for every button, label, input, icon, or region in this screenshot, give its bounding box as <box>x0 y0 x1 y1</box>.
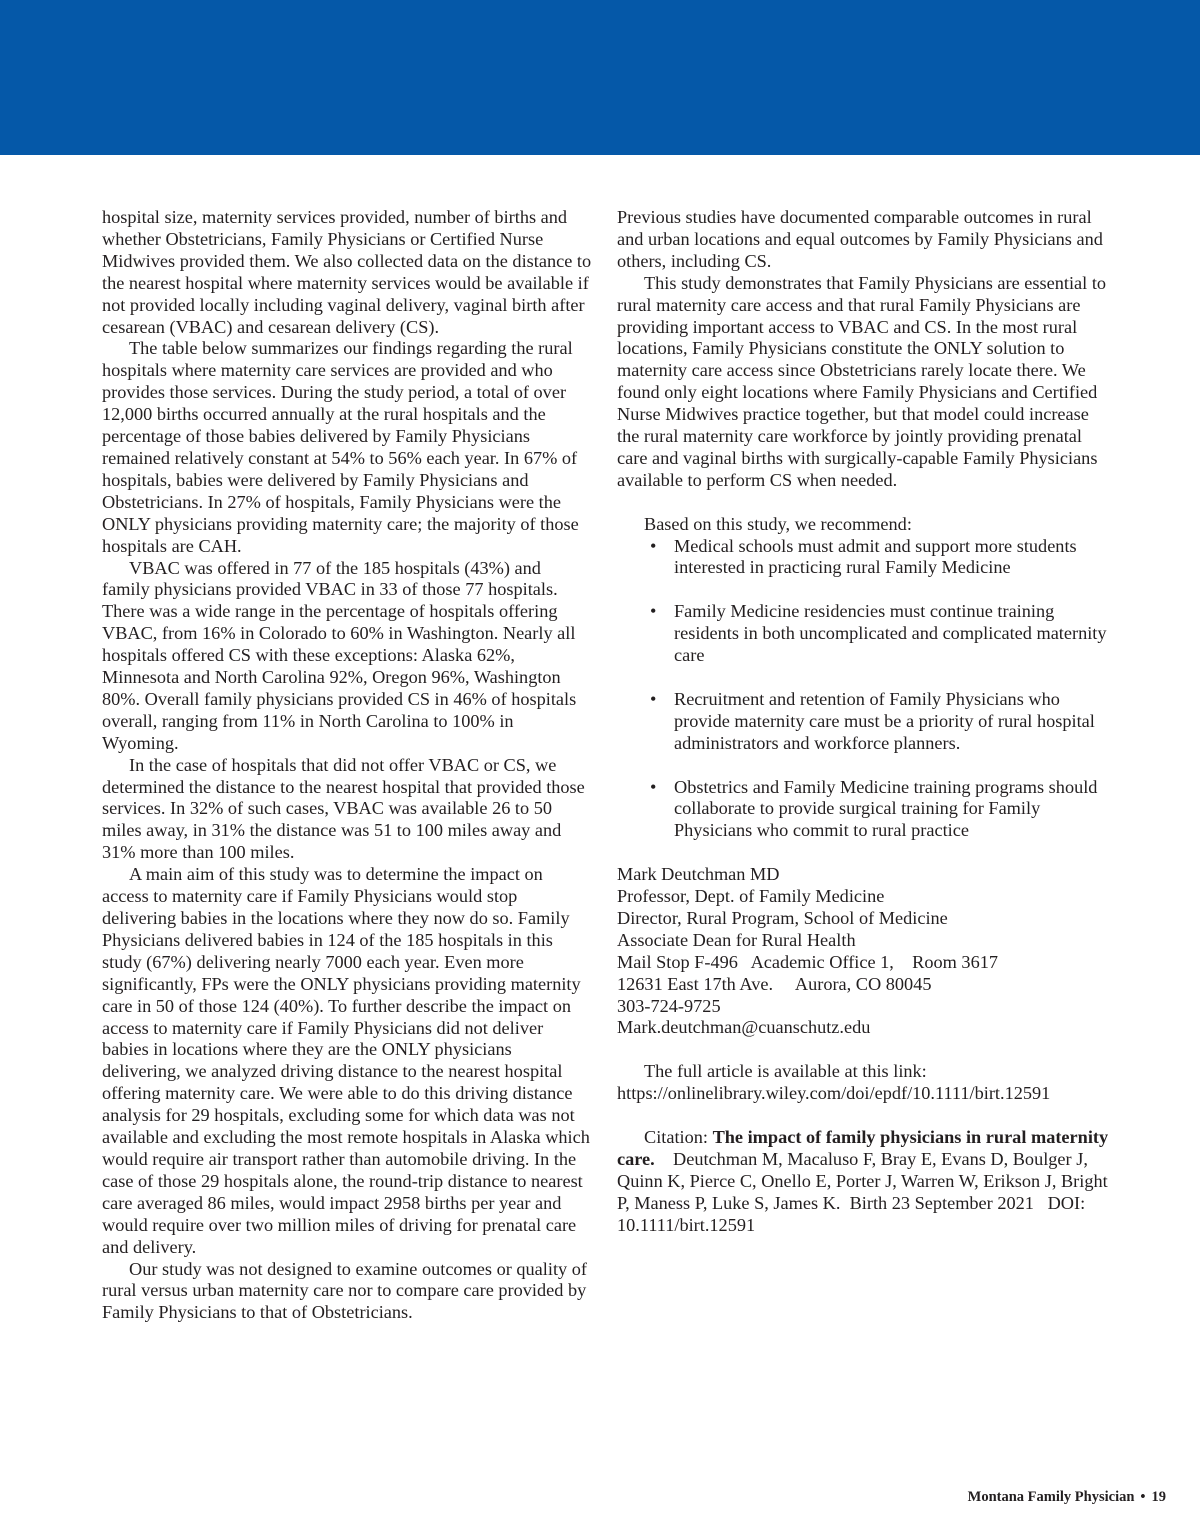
body-paragraph: This study demonstrates that Family Physicians are essential to rural maternity care access and that rural Family Physicians are providing important access to VBAC and CS. In the most rural locations, Family Physicians constitute the ONLY solution to maternity care access since Obstetricians rarely locate there. We found only eight locations where Family Physicians and Certified Nurse Midwives practice together, but that model could increase the rural maternity care workforce by jointly providing prenatal care and vaginal births with surgically-capable Family Physicians available to perform CS when needed. <box>617 272 1107 490</box>
page-footer <box>968 1489 1166 1506</box>
recommend-intro: Based on this study, we recommend: <box>644 513 912 534</box>
signature-line: 303-724-9725 <box>617 995 721 1016</box>
recommendation-item: • Recruitment and retention of Family Physicians who provide maternity care must be a priority of rural hospital administrators and workforce planners. <box>674 689 1109 755</box>
spacer <box>617 1039 1109 1061</box>
body-paragraph: The table below summarizes our findings regarding the rural hospitals where maternity care services are provided and who provides those services. During the study period, a total of over 12,000 births occurred annually at the rural hospitals and the percentage of those babies delivered by Family Physicians remained relatively constant at 54% to 56% each year. In 67% of hospitals, babies were delivered by Family Physicians and Obstetricians. In 27% of hospitals, Family Physicians were the ONLY physicians providing maternity care; the majority of those hospitals are CAH. <box>102 338 579 556</box>
citation <box>617 1126 1113 1237</box>
citation-title: The impact of family physicians in rural maternity care. <box>617 1126 1109 1169</box>
signature-line: Professor, Dept. of Family Medicine <box>617 886 885 907</box>
publication-name: Montana Family Physician <box>967 1489 1135 1505</box>
right-column <box>617 207 1113 1236</box>
signature-line: Mark Deutchman MD <box>617 864 780 885</box>
citation-details: Deutchman M, Macaluso F, Bray E, Evans D, Boulger J, Quinn K, Pierce C, Onello E, Porter J, Warren W, Erikson J, Bright P, Maness P, Luke S, James K. Birth 23 September 2021 DOI: 10.1111/birt.12591 <box>617 1148 1113 1235</box>
body-paragraph: hospital size, maternity services provided, number of births and whether Obstetricians, Family Physicians or Certified Nurse Midwives provided them. We also collected data on the distance to the nearest hospital where maternity services would be available if not provided locally including vaginal delivery, vaginal birth after cesarean (VBAC) and cesarean delivery (CS). <box>102 207 592 337</box>
signature-email: Mark.deutchman@cuanschutz.edu <box>617 1017 871 1038</box>
page-number: 19 <box>1151 1489 1166 1505</box>
body-paragraph: Previous studies have documented comparable outcomes in rural and urban locations and equal outcomes by Family Physicians and others, including CS. <box>617 207 1103 271</box>
signature-line: Director, Rural Program, School of Medicine <box>617 907 948 928</box>
recommendation-item: • Family Medicine residencies must continue training residents in both uncomplicated and complicated maternity care <box>674 601 1109 667</box>
spacer <box>617 1105 1109 1127</box>
body-paragraph: In the case of hospitals that did not offer VBAC or CS, we determined the distance to the nearest hospital that provided those services. In 32% of such cases, VBAC was available 26 to 50 miles away, in 31% the distance was 51 to 100 miles away and 31% more than 100 miles. <box>102 754 585 863</box>
spacer <box>617 492 1109 514</box>
recommendation-list <box>617 536 1109 843</box>
citation-label: Citation: <box>644 1126 713 1147</box>
signature-line: 12631 East 17th Ave. Aurora, CO 80045 <box>617 973 932 994</box>
author-signature <box>617 864 1109 1039</box>
signature-line: Mail Stop F-496 Academic Office 1, Room 3617 <box>617 951 998 972</box>
footer-separator: • <box>1140 1489 1146 1505</box>
recommendation-item: • Medical schools must admit and support more students interested in practicing rural Family Medicine <box>674 536 1109 580</box>
recommendation-item: • Obstetrics and Family Medicine training programs should collaborate to provide surgical training for Family Physicians who commit to rural practice <box>674 777 1109 843</box>
left-column <box>102 207 592 1324</box>
body-paragraph: Our study was not designed to examine outcomes or quality of rural versus urban maternity care nor to compare care provided by Family Physicians to that of Obstetricians. <box>102 1258 587 1323</box>
header-band <box>0 0 1200 155</box>
body-paragraph: A main aim of this study was to determine the impact on access to maternity care if Family Physicians would stop delivering babies in the locations where they now do so. Family Physicians delivered babies in 124 of the 185 hospitals in this study (67%) delivering nearly 7000 each year. Even more significantly, FPs were the ONLY physicians providing maternity care in 50 of those 124 (40%). To further describe the impact on access to maternity care if Family Physicians did not deliver babies in locations where they are the ONLY physicians delivering, we analyzed driving distance to the nearest hospital offering maternity care. We were able to do this driving distance analysis for 29 hospitals, excluding some for which data was not available and excluding the most remote hospitals in Alaska which would require air transport rather than automobile driving. In the case of those 29 hospitals alone, the round-trip distance to nearest care averaged 86 miles, would impact 2958 births per year and would require over two million miles of driving for prenatal care and delivery. <box>102 864 590 1257</box>
article-link-text: The full article is available at this link: https://onlinelibrary.wiley.com/doi/epdf/10.1111/birt.12591 <box>617 1061 1051 1104</box>
signature-line: Associate Dean for Rural Health <box>617 929 856 950</box>
body-paragraph: VBAC was offered in 77 of the 185 hospitals (43%) and family physicians provided VBAC in 33 of those 77 hospitals. There was a wide range in the percentage of hospitals offering VBAC, from 16% in Colorado to 60% in Washington. Nearly all hospitals offered CS with these exceptions: Alaska 62%, Minnesota and North Carolina 92%, Oregon 96%, Washington 80%. Overall family physicians provided CS in 46% of hospitals overall, ranging from 11% in North Carolina to 100% in Wyoming. <box>102 557 577 753</box>
